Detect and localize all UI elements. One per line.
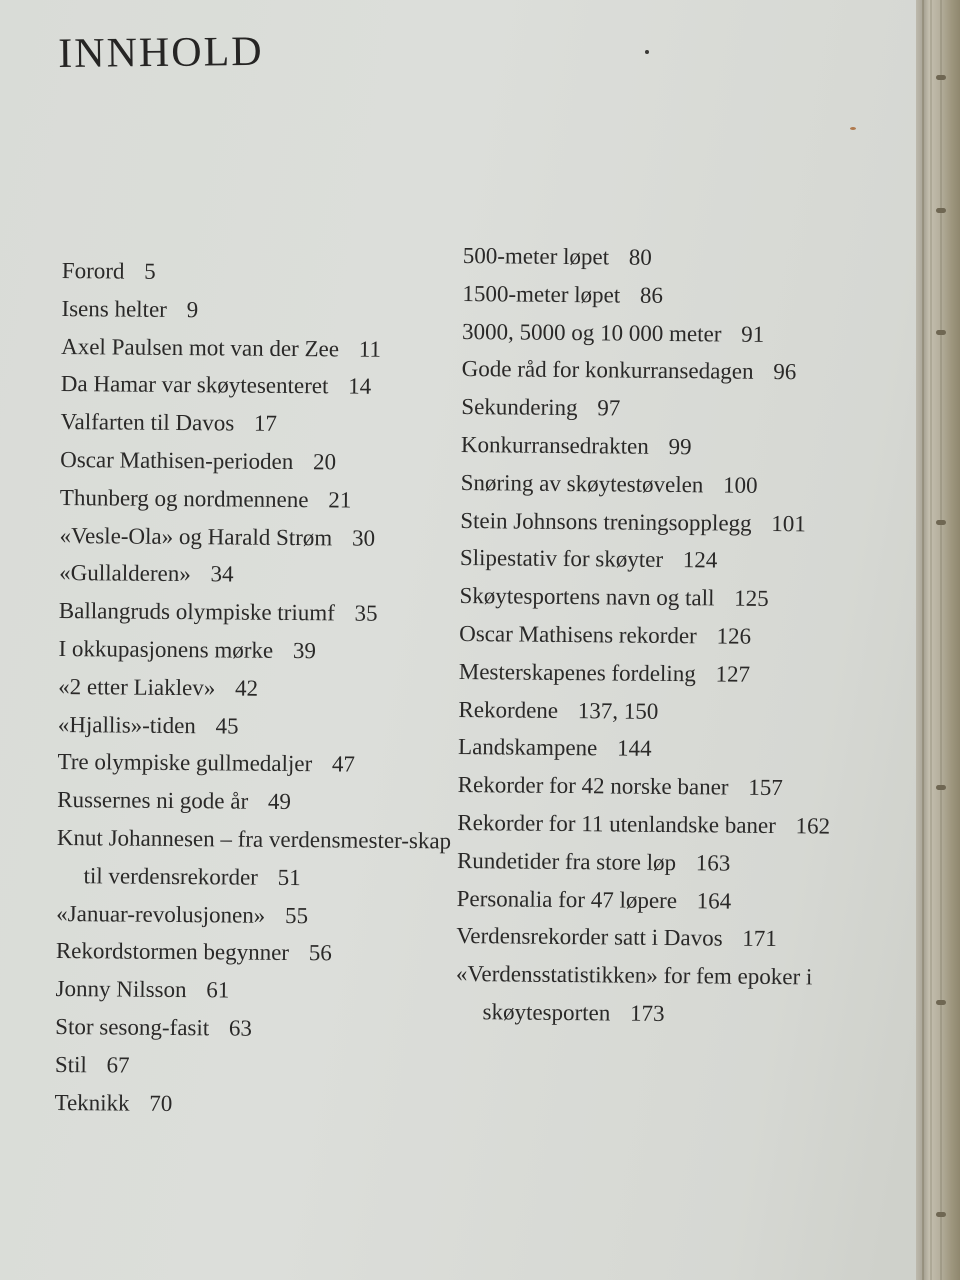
toc-entry-title: Thunberg og nordmennene bbox=[59, 484, 309, 512]
toc-entry bbox=[61, 365, 456, 406]
toc-entry bbox=[457, 804, 857, 846]
toc-entry bbox=[59, 517, 454, 558]
toc-entry bbox=[57, 781, 452, 822]
toc-entry-page: 163 bbox=[695, 850, 731, 876]
binding-thread bbox=[936, 208, 946, 213]
toc-entry-page: 30 bbox=[351, 525, 376, 551]
toc-entry bbox=[56, 819, 452, 898]
toc-entry-title: «Vesle-Ola» og Harald Strøm bbox=[59, 522, 333, 550]
toc-entry bbox=[58, 630, 453, 671]
toc-entry-title: Rekordene bbox=[458, 696, 559, 723]
toc-entry-page: 17 bbox=[253, 410, 278, 437]
toc-entry-page: 86 bbox=[639, 282, 664, 308]
toc-entry-title: Teknikk bbox=[54, 1089, 130, 1116]
toc-entry bbox=[59, 592, 454, 633]
toc-entry bbox=[54, 1083, 449, 1124]
toc-entry-page: 100 bbox=[723, 472, 758, 498]
binding-thread bbox=[936, 1212, 946, 1217]
toc-entry-title: Russernes ni gode år bbox=[57, 787, 249, 814]
toc-entry-page: 35 bbox=[354, 600, 378, 626]
toc-entry bbox=[55, 970, 450, 1011]
toc-entry-title: Ballangruds olympiske triumf bbox=[58, 598, 335, 626]
toc-entry bbox=[459, 653, 859, 695]
toc-entry bbox=[57, 743, 452, 784]
toc-entry-page: 67 bbox=[106, 1052, 130, 1078]
toc-entry-page: 99 bbox=[668, 433, 692, 460]
toc-entry-page: 96 bbox=[773, 359, 797, 385]
toc-entry bbox=[55, 1008, 450, 1049]
toc-entry-page: 127 bbox=[715, 661, 751, 687]
toc-entry bbox=[460, 464, 860, 506]
toc-entry-page: 61 bbox=[206, 977, 230, 1003]
toc-entry-page: 125 bbox=[734, 585, 769, 612]
toc-entry bbox=[460, 502, 860, 544]
toc-entry-page: 21 bbox=[328, 487, 352, 513]
toc-entry bbox=[59, 554, 454, 595]
toc-entry-title: Knut Johannesen – fra verdensmester-skap til verdensrekorder bbox=[56, 824, 452, 890]
toc-entry-title: Tre olympiske gullmedaljer bbox=[57, 749, 313, 777]
toc-entry-page: 171 bbox=[742, 926, 777, 952]
toc-entry-title: «2 etter Liaklev» bbox=[58, 673, 216, 701]
ink-speck bbox=[645, 50, 649, 54]
toc-entry bbox=[62, 252, 457, 293]
page-edge-line bbox=[922, 0, 924, 1280]
toc-entry-title: Oscar Mathisens rekorder bbox=[459, 620, 697, 649]
binding-thread bbox=[936, 520, 946, 525]
toc-entry bbox=[460, 539, 860, 581]
toc-entry-title: Konkurransedrakten bbox=[460, 431, 649, 459]
toc-entry-title: Stil bbox=[54, 1051, 87, 1077]
toc-entry-page: 39 bbox=[292, 637, 317, 664]
toc-entry bbox=[60, 479, 455, 520]
toc-entry bbox=[463, 237, 863, 279]
ink-speck bbox=[850, 127, 856, 130]
toc-entry bbox=[456, 917, 856, 959]
page-edge-line bbox=[930, 0, 932, 1280]
toc-entry-title: I okkupasjonens mørke bbox=[58, 635, 274, 663]
toc-entry bbox=[61, 290, 456, 331]
toc-entry-page: 47 bbox=[331, 751, 356, 777]
toc-entry-title: Rekorder for 42 norske baner bbox=[457, 772, 729, 800]
toc-entry-page: 14 bbox=[348, 373, 372, 400]
toc-entry-page: 63 bbox=[228, 1015, 253, 1041]
toc-entry-page: 101 bbox=[771, 510, 806, 536]
toc-entry-title: Rekorder for 11 utenlandske baner bbox=[457, 809, 776, 838]
toc-entry-page: 45 bbox=[215, 712, 239, 739]
binding-thread bbox=[936, 785, 946, 790]
toc-entry bbox=[456, 880, 856, 922]
toc-right-column bbox=[455, 237, 863, 1035]
toc-entry-page: 157 bbox=[748, 774, 783, 801]
toc-entry-title: «Gullalderen» bbox=[59, 560, 191, 587]
page-title: INNHOLD bbox=[58, 28, 264, 77]
toc-entry bbox=[458, 766, 858, 808]
toc-entry-title: Gode råd for konkurransedagen bbox=[461, 356, 754, 385]
toc-entry-page: 97 bbox=[597, 395, 621, 421]
toc-entry-page: 91 bbox=[741, 321, 765, 347]
toc-entry-title: Jonny Nilsson bbox=[55, 976, 187, 1003]
toc-entry-page: 126 bbox=[716, 623, 752, 649]
toc-entry-title: 1500-meter løpet bbox=[462, 280, 621, 308]
toc-entry-title: Oscar Mathisen-perioden bbox=[60, 446, 294, 475]
binding-thread bbox=[936, 1000, 946, 1005]
toc-entry-title: Sekundering bbox=[461, 394, 578, 421]
binding-thread bbox=[936, 75, 946, 80]
toc-entry-page: 9 bbox=[186, 296, 199, 322]
toc-entry-title: 3000, 5000 og 10 000 meter bbox=[461, 318, 722, 347]
toc-entry bbox=[60, 403, 455, 444]
toc-entry-page: 20 bbox=[312, 449, 337, 475]
toc-entry bbox=[56, 932, 451, 973]
toc-entry bbox=[455, 955, 856, 1034]
toc-entry-title: Verdensrekorder satt i Davos bbox=[456, 923, 723, 951]
toc-entry-page: 164 bbox=[696, 887, 732, 914]
toc-entry-page: 42 bbox=[234, 675, 259, 701]
page-edge-line bbox=[940, 0, 942, 1280]
toc-entry-title: Rekordstormen begynner bbox=[55, 938, 290, 966]
toc-entry-page: 173 bbox=[629, 1000, 665, 1026]
toc-entry-page: 137, 150 bbox=[577, 697, 659, 724]
toc-entry bbox=[61, 328, 456, 369]
toc-entry-title: Stor sesong-fasit bbox=[55, 1013, 210, 1041]
toc-entry bbox=[462, 313, 862, 355]
toc-entry-title: «Verdensstatistikken» for fem epoker i skøytesporten bbox=[455, 961, 813, 1026]
toc-entry bbox=[55, 1046, 450, 1087]
toc-entry-page: 70 bbox=[149, 1090, 173, 1116]
toc-entry-title: Stein Johnsons treningsopplegg bbox=[460, 507, 752, 536]
toc-entry-title: Landskampene bbox=[457, 734, 598, 761]
toc-entry-page: 49 bbox=[267, 788, 292, 815]
toc-entry-page: 51 bbox=[277, 864, 301, 890]
toc-entry-page: 56 bbox=[308, 940, 332, 966]
toc-entry-title: Mesterskapenes fordeling bbox=[458, 658, 696, 687]
toc-entry-page: 144 bbox=[616, 735, 652, 762]
toc-entry bbox=[458, 691, 858, 733]
toc-entry-title: 500-meter løpet bbox=[462, 242, 610, 270]
toc-entry bbox=[461, 426, 861, 468]
toc-entry-title: Rundetider fra store løp bbox=[456, 847, 677, 875]
toc-entry-page: 80 bbox=[628, 244, 652, 270]
toc-entry bbox=[459, 615, 859, 657]
toc-entry bbox=[461, 388, 861, 430]
toc-entry-title: Forord bbox=[61, 257, 125, 284]
toc-entry bbox=[56, 895, 451, 936]
toc-entry-page: 34 bbox=[210, 561, 234, 587]
binding-thread bbox=[936, 330, 946, 335]
toc-entry bbox=[458, 728, 858, 770]
toc-entry-title: «Januar-revolusjonen» bbox=[56, 900, 266, 928]
toc-left-column bbox=[54, 252, 457, 1125]
toc-entry bbox=[58, 668, 453, 709]
toc-entry-title: Da Hamar var skøytesenteret bbox=[60, 371, 329, 399]
toc-entry-page: 162 bbox=[795, 813, 831, 839]
toc-entry bbox=[58, 706, 453, 747]
toc-entry-title: Skøytesportens navn og tall bbox=[459, 583, 715, 611]
toc-entry-title: Personalia for 47 løpere bbox=[456, 885, 678, 913]
toc-entry-title: Snøring av skøytestøvelen bbox=[460, 469, 704, 498]
toc-entry-title: Isens helter bbox=[61, 295, 168, 322]
toc-entry-page: 11 bbox=[358, 336, 382, 362]
toc-entry bbox=[462, 350, 862, 392]
book-spine-edge bbox=[916, 0, 960, 1280]
toc-entry-title: «Hjallis»-tiden bbox=[57, 711, 196, 738]
toc-entry bbox=[462, 275, 862, 317]
toc-entry-title: Slipestativ for skøyter bbox=[459, 545, 664, 573]
toc-entry bbox=[457, 842, 857, 884]
toc-entry-title: Valfarten til Davos bbox=[60, 409, 235, 436]
toc-entry bbox=[60, 441, 455, 482]
toc-entry-page: 5 bbox=[144, 258, 156, 284]
toc-entry bbox=[459, 577, 859, 619]
toc-entry-title: Axel Paulsen mot van der Zee bbox=[61, 333, 340, 362]
toc-entry-page: 124 bbox=[682, 547, 718, 573]
toc-entry-page: 55 bbox=[284, 902, 309, 928]
